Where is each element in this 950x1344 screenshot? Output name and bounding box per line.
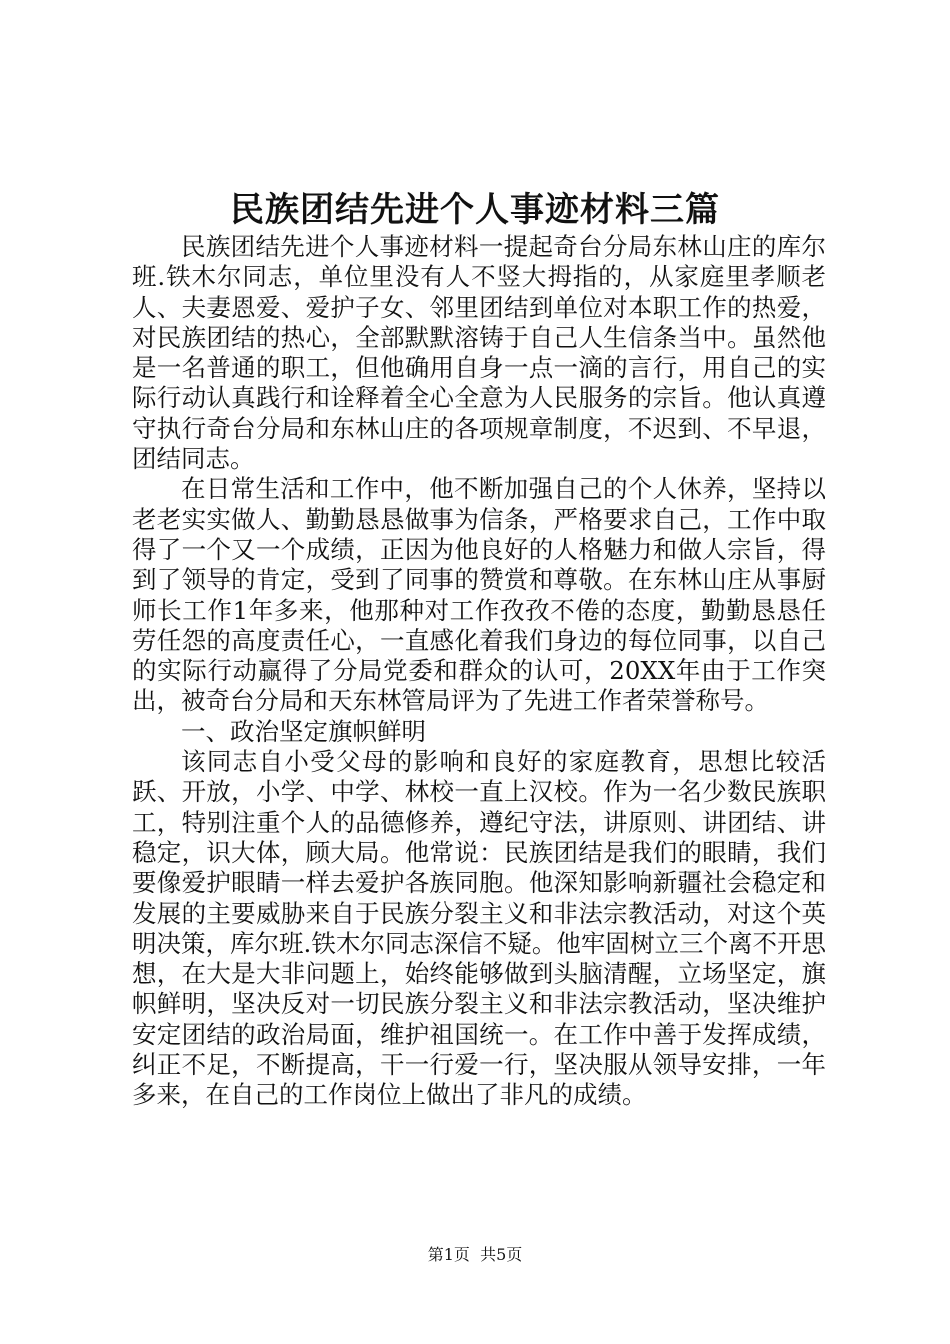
- document-title: 民族团结先进个人事迹材料三篇: [230, 190, 720, 230]
- document-body: [132, 232, 826, 1111]
- page-total: 共5页: [480, 1245, 523, 1264]
- page-footer: [0, 1243, 950, 1267]
- section-heading-politics: 一、政治坚定旗帜鲜明: [181, 716, 426, 746]
- paragraph-politics: 该同志自小受父母的影响和良好的家庭教育，思想比较活跃、开放，小学、中学、林校一直上汉校。作为一名少数民族职工，特别注重个人的品德修养，遵纪守法，讲原则、讲团结、讲稳定，识大体，顾大局。他常说：民族团结是我们的眼睛，我们要像爱护眼睛一样去爱护各族同胞。他深知影响新疆社会稳定和发展的主要威胁来自于民族分裂主义和非法宗教活动，对这个英明决策，库尔班.铁木尔同志深信不疑。他牢固树立三个离不开思想，在大是大非问题上，始终能够做到头脑清醒，立场坚定，旗帜鲜明，坚决反对一切民族分裂主义和非法宗教活动，坚决维护安定团结的政治局面，维护祖国统一。在工作中善于发挥成绩，纠正不足，不断提高，干一行爱一行，坚决服从领导安排，一年多来，在自己的工作岗位上做出了非凡的成绩。: [132, 747, 826, 1110]
- paragraph-intro: 民族团结先进个人事迹材料一提起奇台分局东林山庄的库尔班.铁木尔同志，单位里没有人不竖大拇指的，从家庭里孝顺老人、夫妻恩爱、爱护子女、邻里团结到单位对本职工作的热爱，对民族团结的热心，全部默默溶铸于自己人生信条当中。虽然他是一名普通的职工，但他确用自身一点一滴的言行，用自己的实际行动认真践行和诠释着全心全意为人民服务的宗旨。他认真遵守执行奇台分局和东林山庄的各项规章制度，不迟到、不早退，团结同志。: [132, 232, 826, 474]
- page-number: 第1页: [427, 1245, 470, 1264]
- paragraph-daily-life: 在日常生活和工作中，他不断加强自己的个人休养，坚持以老老实实做人、勤勤恳恳做事为信条，严格要求自己，工作中取得了一个又一个成绩，正因为他良好的人格魅力和做人宗旨，得到了领导的肯定，受到了同事的赞赏和尊敬。在东林山庄从事厨师长工作1年多来，他那种对工作孜孜不倦的态度，勤勤恳恳任劳任怨的高度责任心，一直感化着我们身边的每位同事，以自己的实际行动赢得了分局党委和群众的认可，20XX年由于工作突出，被奇台分局和天东林管局评为了先进工作者荣誉称号。: [132, 474, 826, 716]
